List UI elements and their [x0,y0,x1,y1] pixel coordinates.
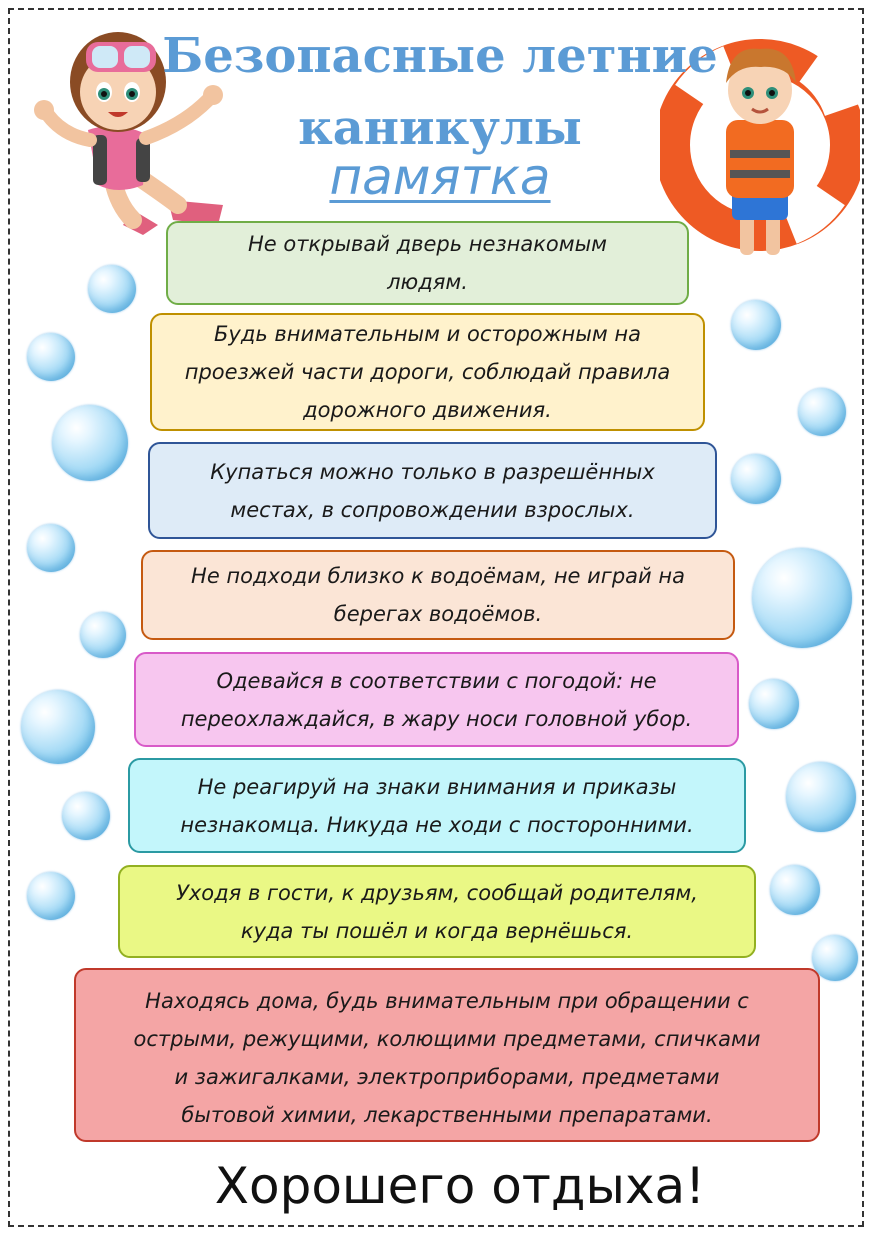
rule-text-line: Не открывай дверь незнакомым [247,232,608,256]
farewell-text: Хорошего отдыха! [214,1157,706,1215]
rule-text-line: куда ты пошёл и когда вернёшься. [240,918,634,943]
rule-text-line: и зажигалками, электроприборами, предметами [174,1065,720,1089]
rule-text-line: переохлаждайся, в жару носи головной убор. [180,706,693,731]
water-bubble-icon [80,612,126,658]
rule-text-line: Не подходи близко к водоёмам, не играй на [191,564,685,588]
rule-box-strangers [128,758,746,853]
page-title-line-1: Безопасные летние [162,28,718,84]
rule-text-line: Будь внимательным и осторожным на [214,322,641,346]
water-bubble-icon [27,872,75,920]
page-title-line-2: каникулы [298,100,582,156]
rule-text-line: острыми, режущими, колющими предметами, спичками [133,1027,761,1051]
water-bubble-icon [88,265,136,313]
water-bubble-icon [21,690,95,764]
rule-text-line: Уходя в гости, к друзьям, сообщай родителям, [176,880,698,905]
water-bubble-icon [27,524,75,572]
water-bubble-icon [52,405,128,481]
rule-box-road [150,313,705,431]
rule-box-swimming [148,442,717,539]
rule-text-line: проезжей части дороги, соблюдай правила [184,360,671,384]
rule-text-line: местах, в сопровождении взрослых. [230,497,635,522]
rule-text-line: Купаться можно только в разрешённых [210,459,655,484]
rule-text-line: Не реагируй на знаки внимания и приказы [197,774,677,799]
rule-text-line: незнакомца. Никуда не ходи с посторонними. [180,812,694,837]
water-bubble-icon [786,762,856,832]
page-subtitle: памятка [329,148,551,206]
rule-text-line: Одевайся в соответствии с погодой: не [216,668,657,693]
rule-text-line: бытовой химии, лекарственными препаратами. [181,1103,713,1127]
rule-text-line: Находясь дома, будь внимательным при обращении с [145,989,749,1013]
water-bubble-icon [798,388,846,436]
water-bubble-icon [752,548,852,648]
water-bubble-icon [770,865,820,915]
water-bubble-icon [731,454,781,504]
rule-box-weather [134,652,739,747]
rule-text-line: дорожного движения. [303,398,552,422]
rule-box-home-safety [74,968,820,1142]
water-bubble-icon [62,792,110,840]
rule-box-inform-parents [118,865,756,958]
water-bubble-icon [731,300,781,350]
water-bubble-icon [27,333,75,381]
water-bubble-icon [749,679,799,729]
rule-box-water-bodies [141,550,735,640]
rule-box-door [166,221,689,305]
rule-text-line: берегах водоёмов. [333,602,543,626]
rule-text-line: людям. [387,270,468,294]
